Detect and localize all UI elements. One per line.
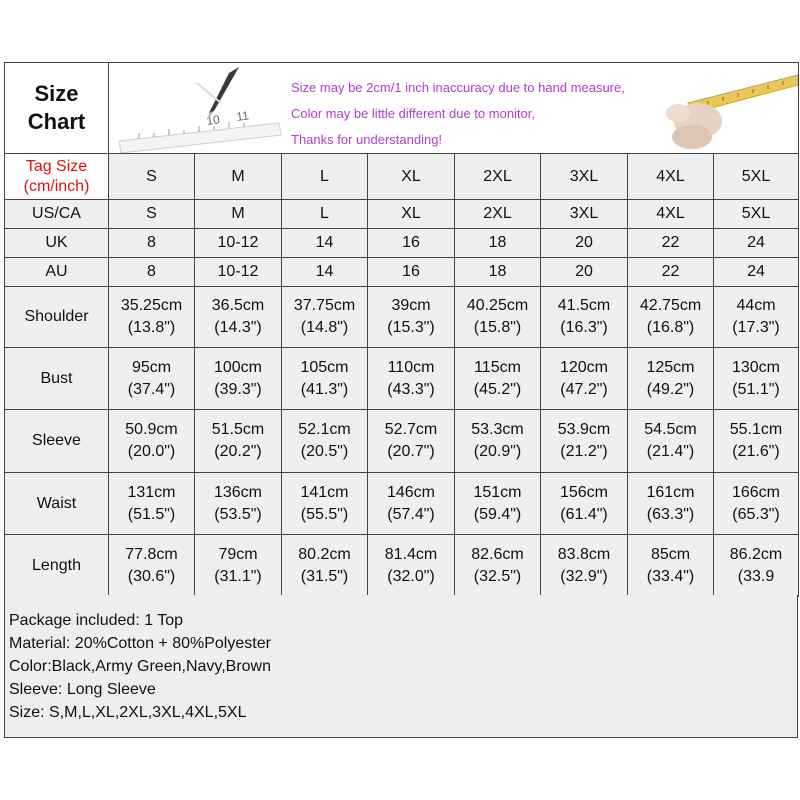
- measurement-inch: (49.2"): [646, 380, 695, 398]
- measurement-cell: [195, 473, 282, 535]
- measurement-cell: [541, 410, 628, 473]
- size-header-cell: S: [109, 154, 195, 200]
- measurement-cm: 80.2cm: [298, 545, 351, 563]
- measurement-cell: [282, 473, 368, 535]
- size-chart-table: [4, 62, 799, 597]
- measurement-inch: (32.9"): [560, 567, 608, 585]
- measurement-inch: (32.0"): [387, 567, 435, 585]
- measurement-inch: (31.1"): [214, 567, 262, 585]
- title-line-2: Chart: [27, 109, 86, 134]
- measurement-label: Bust: [5, 348, 109, 410]
- measurement-cm: 36.5cm: [211, 297, 265, 314]
- measurement-cm: 81.4cm: [384, 545, 438, 563]
- measurement-cell: [455, 535, 541, 597]
- measurement-cm: 161cm: [646, 483, 695, 501]
- region-size-cell: L: [282, 200, 368, 229]
- hand-tape-measure-illustration: [648, 63, 798, 153]
- region-size-cell: 24: [714, 229, 799, 258]
- measurement-cell: [455, 287, 541, 348]
- measurement-inch: (47.2"): [560, 380, 608, 398]
- measurement-inch: (55.5"): [300, 505, 349, 523]
- measurement-cm: 131cm: [127, 483, 176, 501]
- measurement-cm: 35.25cm: [120, 297, 183, 314]
- measurement-cm: 100cm: [213, 358, 263, 376]
- region-size-cell: 2XL: [455, 200, 541, 229]
- measurement-inch: (14.3"): [214, 319, 262, 336]
- region-size-cell: 22: [628, 258, 714, 287]
- region-size-cell: 24: [714, 258, 799, 287]
- measurement-row: [5, 535, 799, 597]
- measurement-cell: [109, 348, 195, 410]
- region-label: US/CA: [5, 200, 109, 229]
- region-size-cell: M: [195, 200, 282, 229]
- measurement-cm: 77.8cm: [125, 545, 178, 563]
- measurement-cell: [109, 410, 195, 473]
- measurement-cell: [628, 410, 714, 473]
- measurement-cell: [282, 287, 368, 348]
- region-size-cell: 20: [541, 229, 628, 258]
- measurement-cm: 151cm: [473, 483, 522, 501]
- region-size-cell: 8: [109, 229, 195, 258]
- measurement-inch: (21.4"): [646, 443, 695, 460]
- measurement-inch: (41.3"): [300, 380, 349, 398]
- measurement-row: [5, 348, 799, 410]
- measurement-label: Waist: [5, 473, 109, 535]
- tag-size-label: Tag Size: [25, 157, 88, 175]
- measurement-cell: [714, 348, 799, 410]
- measurement-row: [5, 410, 799, 473]
- measurement-cell: [282, 410, 368, 473]
- measurement-label: Length: [5, 535, 109, 597]
- measurement-cm: 53.9cm: [557, 421, 611, 438]
- region-label: UK: [5, 229, 109, 258]
- product-info-panel: [4, 595, 798, 738]
- info-color: Color:Black,Army Green,Navy,Brown: [9, 658, 271, 675]
- measurement-cm: 55.1cm: [729, 421, 783, 438]
- measurement-inch: (53.5"): [214, 505, 262, 523]
- measurement-cell: [195, 535, 282, 597]
- measurement-cm: 53.3cm: [471, 421, 524, 438]
- measurement-inch: (21.2"): [560, 443, 608, 460]
- size-chart-title: [5, 63, 109, 154]
- measurement-inch: (20.5"): [300, 443, 349, 460]
- measurement-cell: [368, 410, 455, 473]
- region-size-cell: 22: [628, 229, 714, 258]
- region-row: [5, 258, 799, 287]
- measurement-cell: [541, 287, 628, 348]
- measurement-cell: [368, 287, 455, 348]
- info-size: Size: S,M,L,XL,2XL,3XL,4XL,5XL: [9, 704, 247, 721]
- title-line-1: Size: [34, 81, 79, 106]
- measurement-cell: [455, 410, 541, 473]
- measurement-inch: (51.5"): [127, 505, 176, 523]
- size-header-cell: 2XL: [455, 154, 541, 200]
- info-material: Material: 20%Cotton + 80%Polyester: [9, 635, 271, 652]
- measurement-notes: [291, 75, 625, 153]
- region-size-cell: 10-12: [195, 229, 282, 258]
- measurement-cm: 136cm: [213, 483, 263, 501]
- region-size-cell: 18: [455, 229, 541, 258]
- measurement-cm: 82.6cm: [471, 545, 524, 563]
- measurement-cm: 166cm: [731, 483, 781, 501]
- measurement-inch: (30.6"): [127, 567, 176, 585]
- measurement-inch: (16.3"): [560, 319, 608, 336]
- size-header-cell: XL: [368, 154, 455, 200]
- region-size-cell: 14: [282, 258, 368, 287]
- measurement-cm: 86.2cm: [729, 545, 783, 563]
- measurement-inch: (15.8"): [473, 319, 522, 336]
- size-header-cell: 3XL: [541, 154, 628, 200]
- info-package: Package included: 1 Top: [9, 612, 184, 629]
- region-size-cell: 5XL: [714, 200, 799, 229]
- measurement-cm: 41.5cm: [557, 297, 611, 314]
- measurement-cm: 51.5cm: [211, 421, 265, 438]
- measurement-cm: 37.75cm: [293, 297, 356, 314]
- measurement-cell: [109, 473, 195, 535]
- measurement-cell: [368, 473, 455, 535]
- tag-size-row: [5, 154, 799, 200]
- measurement-inch: (20.2"): [214, 443, 262, 460]
- region-size-cell: 14: [282, 229, 368, 258]
- measurement-inch: (20.9"): [473, 443, 522, 460]
- measurement-cell: [714, 473, 799, 535]
- measurement-inch: (57.4"): [387, 505, 435, 523]
- measurement-inch: (33.9: [737, 567, 775, 585]
- measurement-inch: (65.3"): [732, 505, 780, 523]
- measurement-inch: (43.3"): [387, 380, 435, 398]
- size-header-cell: 5XL: [714, 154, 799, 200]
- measurement-inch: (31.5"): [300, 567, 349, 585]
- measurement-cell: [628, 535, 714, 597]
- measurement-row: [5, 287, 799, 348]
- measurement-inch: (20.7"): [387, 443, 435, 460]
- measurement-cell: [541, 473, 628, 535]
- measurement-inch: (21.6"): [732, 443, 780, 460]
- measurement-cm: 79cm: [218, 545, 258, 563]
- measurement-inch: (13.8"): [127, 319, 176, 336]
- measurement-cell: [541, 348, 628, 410]
- tag-size-label-cell: [5, 154, 109, 200]
- measurement-cell: [455, 473, 541, 535]
- measurement-cm: 141cm: [300, 483, 349, 501]
- measurement-inch: (45.2"): [473, 380, 522, 398]
- measurement-cm: 52.7cm: [384, 421, 438, 438]
- measurement-cm: 40.25cm: [466, 297, 529, 314]
- measurement-cell: [282, 348, 368, 410]
- measurement-cell: [109, 287, 195, 348]
- measurement-cm: 120cm: [559, 358, 609, 376]
- measurement-inch: (20.0"): [127, 443, 176, 460]
- ruler-number-10: 10: [205, 112, 221, 128]
- measurement-cell: [195, 348, 282, 410]
- measurement-cm: 44cm: [736, 297, 776, 314]
- note-line-2: Color may be little different due to monitor,: [291, 106, 535, 121]
- measurement-cell: [714, 410, 799, 473]
- measurement-cell: [282, 535, 368, 597]
- measurement-cm: 115cm: [474, 358, 521, 376]
- measurement-inch: (63.3"): [646, 505, 695, 523]
- measurement-cm: 130cm: [731, 358, 781, 376]
- measurement-cm: 50.9cm: [125, 421, 178, 438]
- note-line-3: Thanks for understanding!: [291, 132, 443, 147]
- size-header-cell: 4XL: [628, 154, 714, 200]
- region-row: [5, 200, 799, 229]
- measurement-cm: 54.5cm: [644, 421, 697, 438]
- measurement-cell: [109, 535, 195, 597]
- measurement-cm: 39cm: [391, 297, 431, 314]
- measurement-inch: (37.4"): [127, 380, 176, 398]
- measurement-cell: [195, 410, 282, 473]
- measurement-cm: 95cm: [131, 358, 172, 376]
- size-header-cell: L: [282, 154, 368, 200]
- region-size-cell: 4XL: [628, 200, 714, 229]
- measurement-inch: (32.5"): [473, 567, 522, 585]
- measurement-cell: [368, 348, 455, 410]
- header-banner: [109, 63, 799, 154]
- region-size-cell: 16: [368, 258, 455, 287]
- region-size-cell: 18: [455, 258, 541, 287]
- ruler-pen-illustration: [109, 63, 289, 153]
- measurement-cm: 156cm: [559, 483, 609, 501]
- note-line-1: Size may be 2cm/1 inch inaccuracy due to hand measure,: [291, 80, 625, 95]
- measurement-cm: 52.1cm: [298, 421, 351, 438]
- measurement-cm: 110cm: [387, 358, 435, 376]
- measurement-inch: (17.3"): [732, 319, 780, 336]
- measurement-cell: [628, 287, 714, 348]
- region-size-cell: 8: [109, 258, 195, 287]
- measurement-cell: [368, 535, 455, 597]
- measurement-inch: (51.1"): [732, 380, 780, 398]
- measurement-cell: [628, 348, 714, 410]
- measurement-cell: [714, 535, 799, 597]
- measurement-cm: 83.8cm: [557, 545, 611, 563]
- region-size-cell: S: [109, 200, 195, 229]
- measurement-cell: [541, 535, 628, 597]
- measurement-label: Shoulder: [5, 287, 109, 348]
- measurement-cm: 85cm: [650, 545, 691, 563]
- measurement-label: Sleeve: [5, 410, 109, 473]
- region-row: [5, 229, 799, 258]
- tag-size-unit: (cm/inch): [23, 177, 90, 195]
- measurement-row: [5, 473, 799, 535]
- measurement-cell: [455, 348, 541, 410]
- measurement-cm: 125cm: [646, 358, 695, 376]
- measurement-inch: (59.4"): [473, 505, 522, 523]
- region-size-cell: XL: [368, 200, 455, 229]
- measurement-inch: (33.4"): [646, 567, 695, 585]
- measurement-cm: 42.75cm: [639, 297, 702, 314]
- region-size-cell: 20: [541, 258, 628, 287]
- region-size-cell: 10-12: [195, 258, 282, 287]
- region-size-cell: 16: [368, 229, 455, 258]
- measurement-cm: 105cm: [300, 358, 349, 376]
- measurement-inch: (16.8"): [646, 319, 695, 336]
- measurement-cell: [628, 473, 714, 535]
- region-size-cell: 3XL: [541, 200, 628, 229]
- measurement-cell: [195, 287, 282, 348]
- measurement-inch: (61.4"): [560, 505, 608, 523]
- measurement-inch: (15.3"): [387, 319, 435, 336]
- measurement-inch: (14.8"): [300, 319, 349, 336]
- measurement-cell: [714, 287, 799, 348]
- region-label: AU: [5, 258, 109, 287]
- ruler-number-11: 11: [235, 108, 250, 124]
- info-sleeve: Sleeve: Long Sleeve: [9, 681, 156, 698]
- header-row: [5, 63, 799, 154]
- size-header-cell: M: [195, 154, 282, 200]
- measurement-inch: (39.3"): [214, 380, 262, 398]
- measurement-cm: 146cm: [386, 483, 436, 501]
